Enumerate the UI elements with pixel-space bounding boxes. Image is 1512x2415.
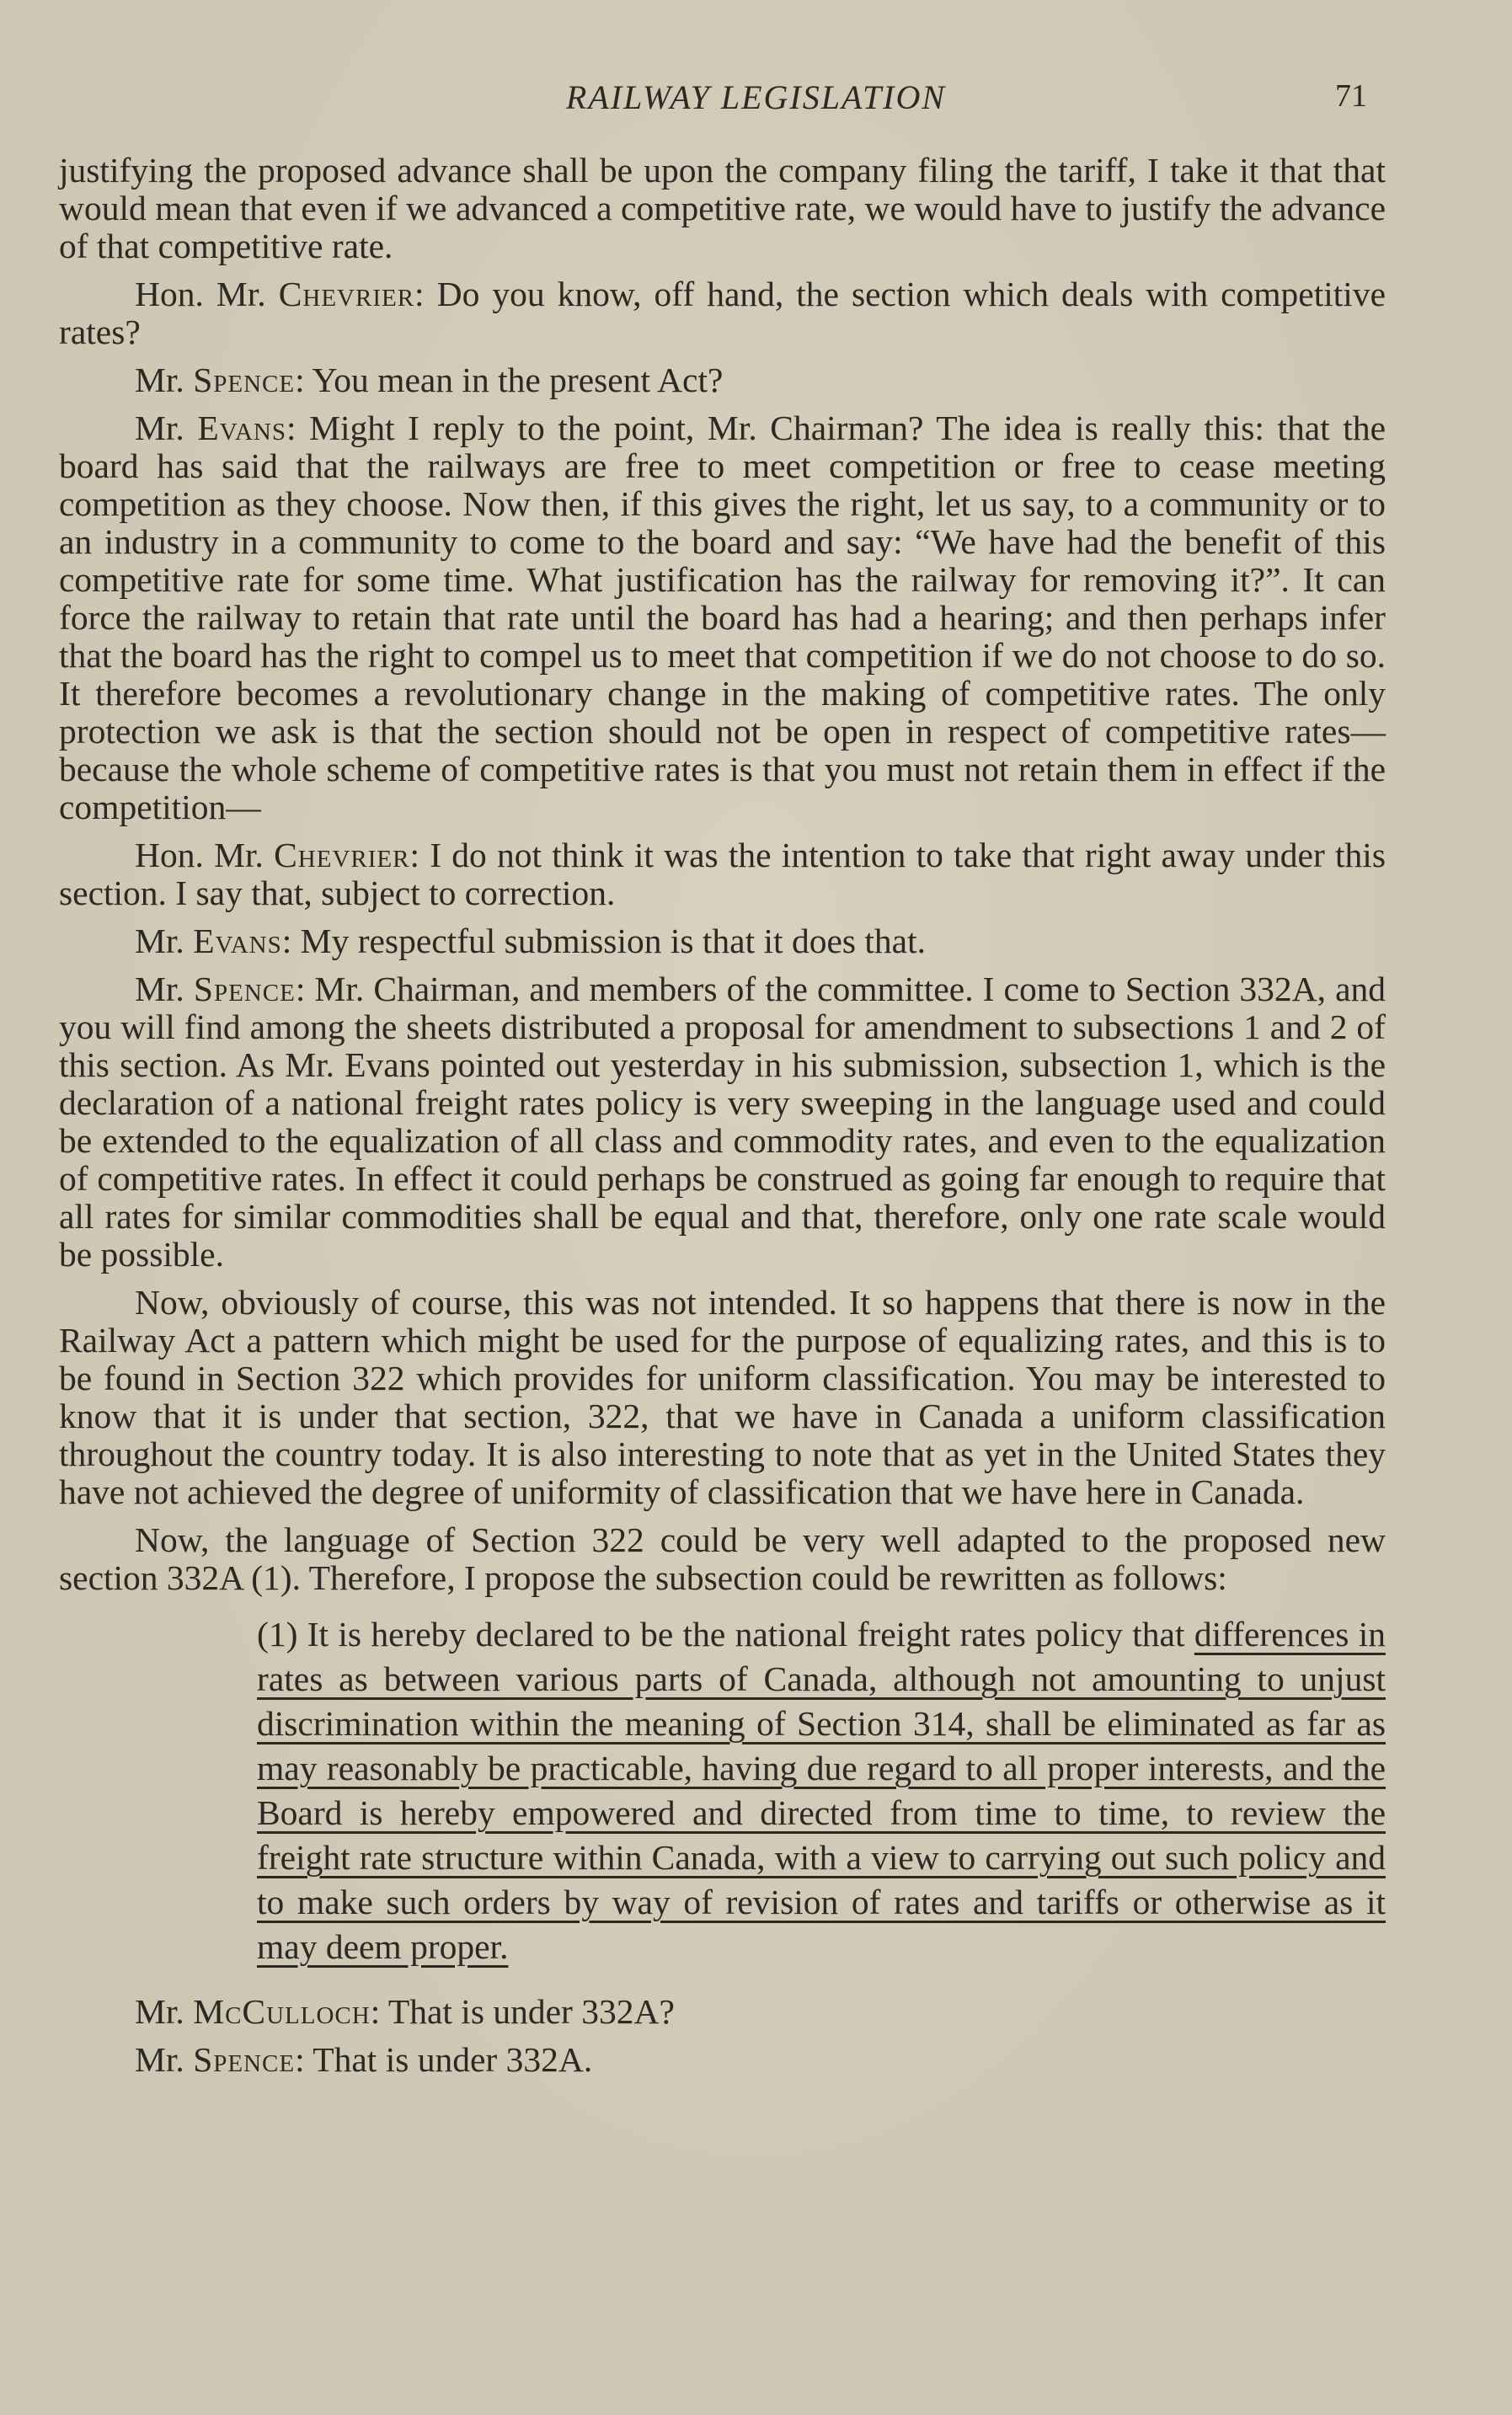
- speaker-name: Spence: [193, 2040, 296, 2079]
- quote-underlined-text: differences in rates as between various parts of Canada, although not amounting to unjust discrimination within the meaning of Section 314, shall be eliminated as far as may reasonably be practicable, having due regard to all proper interests, and the Board is hereby empowered and directed from time to time, to review the freight rate structure within Canada, with a view to carrying out such policy and to make such orders by way of revision of rates and tariffs or otherwise as it may deem proper.: [257, 1615, 1386, 1966]
- speaker-name: McCulloch: [193, 1992, 371, 2031]
- paragraph-chevrier-response: Hon. Mr. Chevrier: I do not think it was the intention to take that right away under this section. I say that, subject to correction.: [59, 836, 1386, 912]
- speaker-name: Evans: [197, 409, 286, 447]
- page-number: 71: [1335, 78, 1367, 114]
- speaker-name: Chevrier: [278, 275, 415, 313]
- paragraph-continuation: justifying the proposed advance shall be upon the company filing the tariff, I take it that that would mean that even if we advanced a competitive rate, we would have to justify the advance of that competitive rate.: [59, 151, 1386, 265]
- paragraph-spence-reply: Mr. Spence: You mean in the present Act?: [135, 361, 724, 399]
- paragraph-evans-submission: Mr. Evans: My respectful submission is that it does that.: [135, 922, 926, 960]
- paragraph-chevrier-question: Hon. Mr. Chevrier: Do you know, off hand, the section which deals with competitive rates?: [59, 275, 1386, 351]
- speaker-name: Chevrier: [274, 836, 410, 874]
- speaker-name: Spence: [193, 970, 296, 1008]
- paragraph-obviously: Now, obviously of course, this was not intended. It so happens that there is now in the Railway Act a pattern which might be used for the purpose of equalizing rates, and this is to be found in Section 322 which provides for uniform classification. You may be interested to know that it is under that section, 322, that we have in Canada a uniform classification throughout the country today. It is also interesting to note that as yet in the United States they have not achieved the degree of uniformity of classification that we have here in Canada.: [59, 1283, 1386, 1511]
- paragraph-evans-reply: Mr. Evans: Might I reply to the point, Mr. Chairman? The idea is really this: that the board has said that the railways are free to meet competition or free to cease meeting competition as they choose. Now then, if this gives the right, let us say, to a community or to an industry in a community to come to the board and say: “We have had the benefit of this competitive rate for some time. What justification has the railway for removing it?”. It can force the railway to retain that rate until the board has had a hearing; and then perhaps infer that the board has the right to compel us to meet that competition if we do not choose to do so. It therefore becomes a revolutionary change in the making of competitive rates. The only protection we ask is that the section should not be open in respect of competitive rates—because the whole scheme of competitive rates is that you must not retain them in effect if the competition—: [59, 409, 1386, 826]
- body-text: [59, 152, 1386, 2089]
- paragraph-spence-answer: Mr. Spence: That is under 332A.: [135, 2040, 593, 2079]
- speaker-name: Evans: [193, 922, 282, 960]
- quote-plain-text: (1) It is hereby declared to be the national freight rates policy that: [257, 1615, 1194, 1654]
- paragraph-spence-statement: Mr. Spence: Mr. Chairman, and members of the committee. I come to Section 332A, and you will find among the sheets distributed a proposal for amendment to subsections 1 and 2 of this section. As Mr. Evans pointed out yesterday in his submission, subsection 1, which is the declaration of a national freight rates policy is very sweeping in the language used and could be extended to the equalization of all class and commodity rates, and even to the equalization of competitive rates. In effect it could perhaps be construed as going far enough to require that all rates for similar commodities shall be equal and that, therefore, only one rate scale would be possible.: [59, 970, 1386, 1274]
- running-head: RAILWAY LEGISLATION: [565, 78, 947, 116]
- paragraph-mcculloch-question: Mr. McCulloch: That is under 332A?: [135, 1992, 675, 2031]
- proposed-amendment-quote: [181, 1612, 1386, 1969]
- page-header: [0, 77, 1512, 120]
- speaker-name: Spence: [193, 361, 296, 399]
- paragraph-proposal: Now, the language of Section 322 could be very well adapted to the proposed new section 332A (1). Therefore, I propose the subsection could be rewritten as follows:: [59, 1520, 1386, 1597]
